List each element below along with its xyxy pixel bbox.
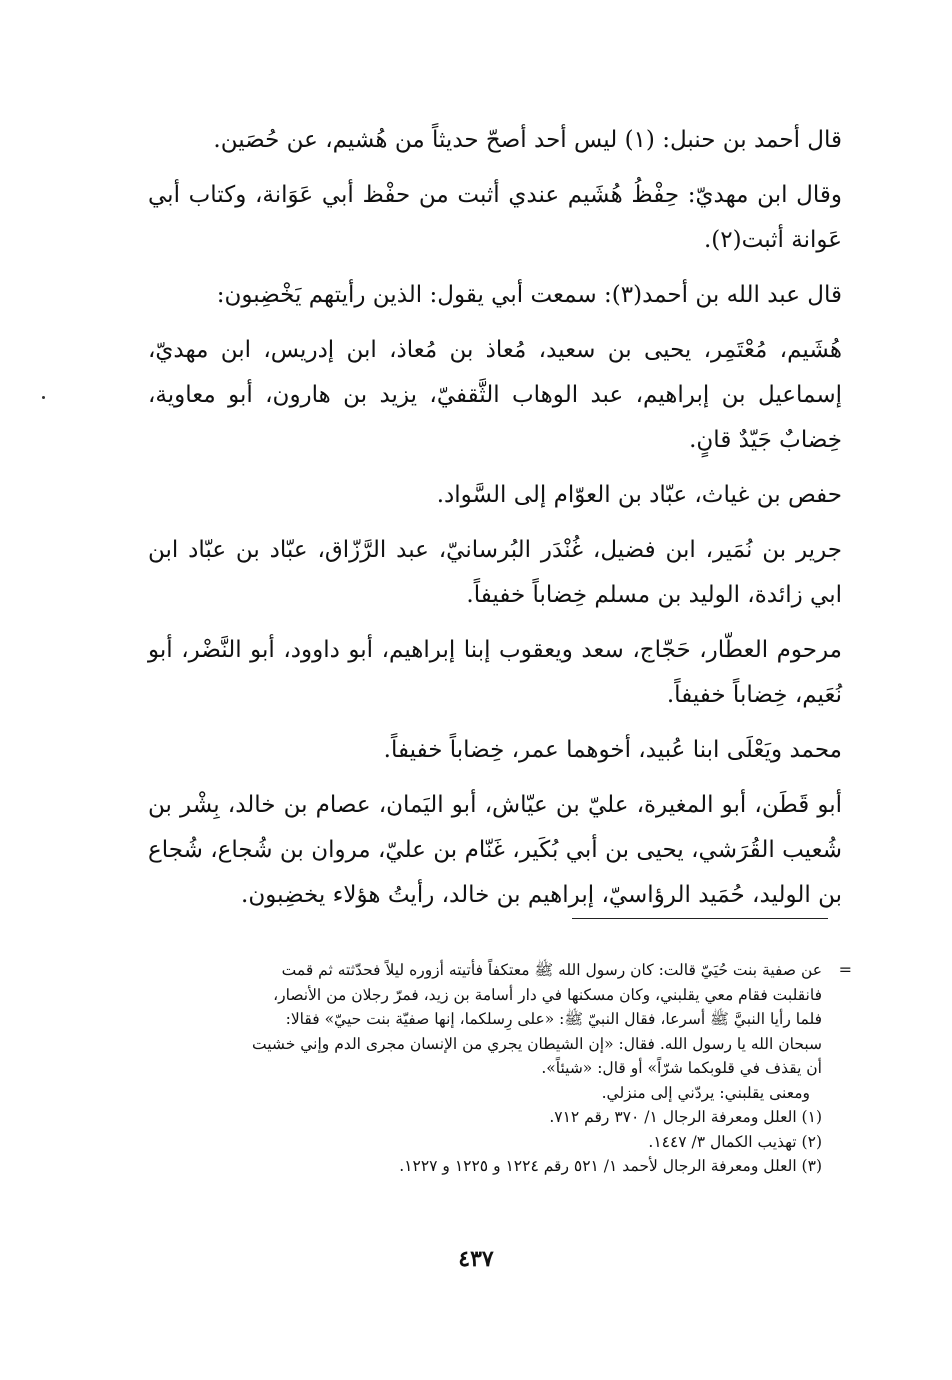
footnote-gloss: ومعنى يقلبني: يردّني إلى منزلي.	[601, 1083, 810, 1102]
footnote-continuation	[150, 958, 852, 1105]
page-number: ٤٣٧	[458, 1246, 494, 1272]
footnote-continuation-line: سبحان الله يا رسول الله. فقال: «إن الشيطان يجري من الإنسان مجرى الدم وإني خشيت	[252, 1034, 822, 1053]
footnote-3: (٣) العلل ومعرفة الرجال لأحمد ١/ ٥٢١ رقم ١٢٢٤ و ١٢٢٥ و ١٢٢٧.	[399, 1157, 822, 1175]
footnote-continuation-line: فلما رأيا النبيَّ ﷺ أسرعا، فقال النبيّ ﷺ: «على رِسلكما، إنها صفيّة بنت حييّ» فقالا:	[285, 1010, 822, 1028]
footnote-separator	[572, 918, 828, 919]
paragraph-list-abu-qatan: أبو قَطَن، أبو المغيرة، عليّ بن عيّاش، أبو اليَمان، عصام بن خالد، بِشْر بن شُعيب القُرَشي، يحيى بن أبي بُكَير، غَنّام بن عليّ، مروان بن شُجاع، شُجاع بن الوليد، حُمَيد الرؤاسيّ، إبراهيم بن خالد، رأيتُ هؤلاء يخضِبون.	[148, 792, 842, 908]
margin-speck	[42, 396, 45, 399]
paragraph-list-marhum: مرحوم العطّار، حَجّاج، سعد ويعقوب إبنا إبراهيم، أبو داوود، أبو النَّضْر، أبو نُعَيم، خِضاباً خفيفاً.	[148, 637, 842, 708]
paragraph-list-jarir: جرير بن نُمَير، ابن فضيل، غُنْدَر البُرسانيّ، عبد الرَّزّاق، عبّاد بن عبّاد ابن ابي زائدة، الوليد بن مسلم خِضاباً خفيفاً.	[148, 537, 842, 608]
footnote-continuation-line: أن يقذف في قلوبكما شرّاً» أو قال: «شيئاً».	[541, 1059, 822, 1077]
paragraph-ibn-mahdi: وقال ابن مهديّ: حِفْظُ هُشَيم عندي أثبت من حفْظ أبي عَوَانة، وكتاب أبي عَوانة أثبت(٢).	[148, 182, 842, 253]
continuation-marker: =	[838, 960, 852, 979]
footnote-2: (٢) تهذيب الكمال ٣/ ١٤٤٧.	[648, 1132, 822, 1151]
paragraph-list-hushaym: هُشَيم، مُعْتَمِر، يحيى بن سعيد، مُعاذ بن مُعاذ، ابن إدريس، ابن مهديّ، إسماعيل بن إبراهيم، عبد الوهاب الثَّقفيّ، يزيد بن هارون، أبو معاوية، خِضابٌ جَيّدٌ قانٍ.	[148, 337, 842, 453]
footnote-continuation-line: فانقلبت فقام معي يقلبني، وكان مسكنها في دار أسامة بن زيد، فمرّ رجلان من الأنصار،	[273, 985, 822, 1004]
footnote-continuation-line: عن صفية بنت حُيَيّ قالت: كان رسول الله ﷺ معتكفاً فأتيته أزوره ليلاً فحدّثته ثم قمت	[281, 961, 822, 979]
paragraph-list-muhammad: محمد ويَعْلَى ابنا عُبيد، أخوهما عمر، خِضاباً خفيفاً.	[383, 737, 842, 763]
paragraph-list-hafs: حفص بن غياث، عبّاد بن العوّام إلى السَّواد.	[436, 482, 842, 508]
main-text	[148, 118, 842, 928]
paragraph-ahmad-ibn-hanbal: قال أحمد بن حنبل: (١) ليس أحد أصحّ حديثاً من هُشيم، عن حُصَين.	[213, 127, 842, 153]
footnote-1: (١) العلل ومعرفة الرجال ١/ ٣٧٠ رقم ٧١٢.	[549, 1108, 822, 1126]
paragraph-abdullah-ibn-ahmad: قال عبد الله بن أحمد(٣): سمعت أبي يقول: الذين رأيتهم يَخْضِبون:	[216, 282, 842, 308]
footnotes	[150, 958, 852, 1179]
